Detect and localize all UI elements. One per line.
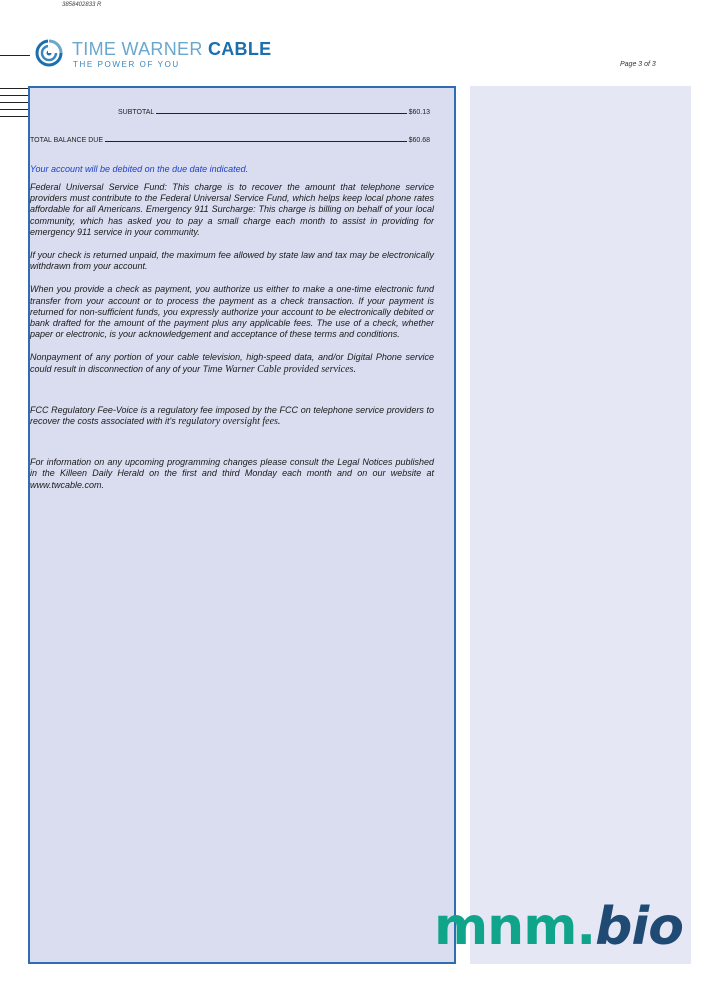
crop-mark-4 <box>0 109 30 110</box>
side-panel <box>470 86 691 964</box>
brand-logo <box>34 38 272 72</box>
total-balance-value: $60.68 <box>408 137 430 144</box>
crop-mark-1 <box>0 88 30 89</box>
fcc-fee-note <box>30 405 434 427</box>
page-number: Page 3 of 3 <box>620 61 656 68</box>
watermark-main: mnm. <box>434 897 596 957</box>
subtotal-value: $60.13 <box>408 109 430 116</box>
nonpayment-note-tail: Warner Cable provided services. <box>225 363 356 375</box>
debit-notice: Your account will be debited on the due date indicated. <box>30 164 249 174</box>
watermark-accent: bio <box>595 897 683 957</box>
brand-name-bold: CABLE <box>207 39 272 59</box>
total-balance-row <box>30 137 430 144</box>
fcc-fee-note-tail: regulatory oversight fees. <box>178 416 281 428</box>
nonpayment-note-main: Nonpayment of any portion of your cable television, high-speed data, and/or Digital Phone service could result in disconnection of any of your Time <box>30 352 434 374</box>
total-balance-label: TOTAL BALANCE DUE <box>30 137 104 144</box>
crop-mark-5 <box>0 116 30 117</box>
crop-mark-3 <box>0 102 30 103</box>
check-payment-note: When you provide a check as payment, you authorize us either to make a one-time electronic fund transfer from your account or to process the payment as a check transaction. If your payment is returned for non-sufficient funds, you expressly authorize your account to be electronically debited or bank drafted for the amount of the payment plus any applicable fees. The use of a check, whether paper or electronic, is your acknowledgement and acceptance of these terms and conditions. <box>30 284 434 340</box>
usf-surcharge-note: Federal Universal Service Fund: This charge is to recover the amount that telephone service providers must contribute to the Federal Universal Service Fund, which helps keep local phone rates affordable for all Americans. Emergency 911 Surcharge: This charge is billing on behalf of your local community, which has asked you to pay a small charge each month to assist in providing for emergency 911 service in your community. <box>30 182 434 237</box>
brand-name <box>72 39 271 60</box>
nonpayment-note <box>30 352 434 374</box>
fcc-fee-note-main: FCC Regulatory Fee-Voice is a regulatory fee imposed by the FCC on telephone service providers to recover the costs associated with it's <box>30 404 434 427</box>
cable-eye-logo-icon <box>34 38 64 68</box>
watermark-logo <box>434 897 683 957</box>
returned-check-note: If your check is returned unpaid, the maximum fee allowed by state law and tax may be electronically withdrawn from your account. <box>30 250 434 272</box>
legal-notes <box>30 182 434 503</box>
subtotal-row <box>118 109 430 116</box>
programming-note: For information on any upcoming programming changes please consult the Legal Notices published in the Killeen Daily Herald on the first and third Monday each month and on our website at www.twcable.com. <box>30 457 434 490</box>
brand-tagline: THE POWER OF YOU <box>73 60 180 69</box>
brand-name-light: TIME WARNER <box>72 39 208 59</box>
account-reference: 3858402833 R <box>62 2 102 8</box>
subtotal-leader <box>156 112 406 114</box>
total-balance-leader <box>105 140 407 142</box>
subtotal-label: SUBTOTAL <box>118 109 155 116</box>
crop-mark-2 <box>0 95 30 96</box>
crop-mark-top <box>0 55 30 56</box>
